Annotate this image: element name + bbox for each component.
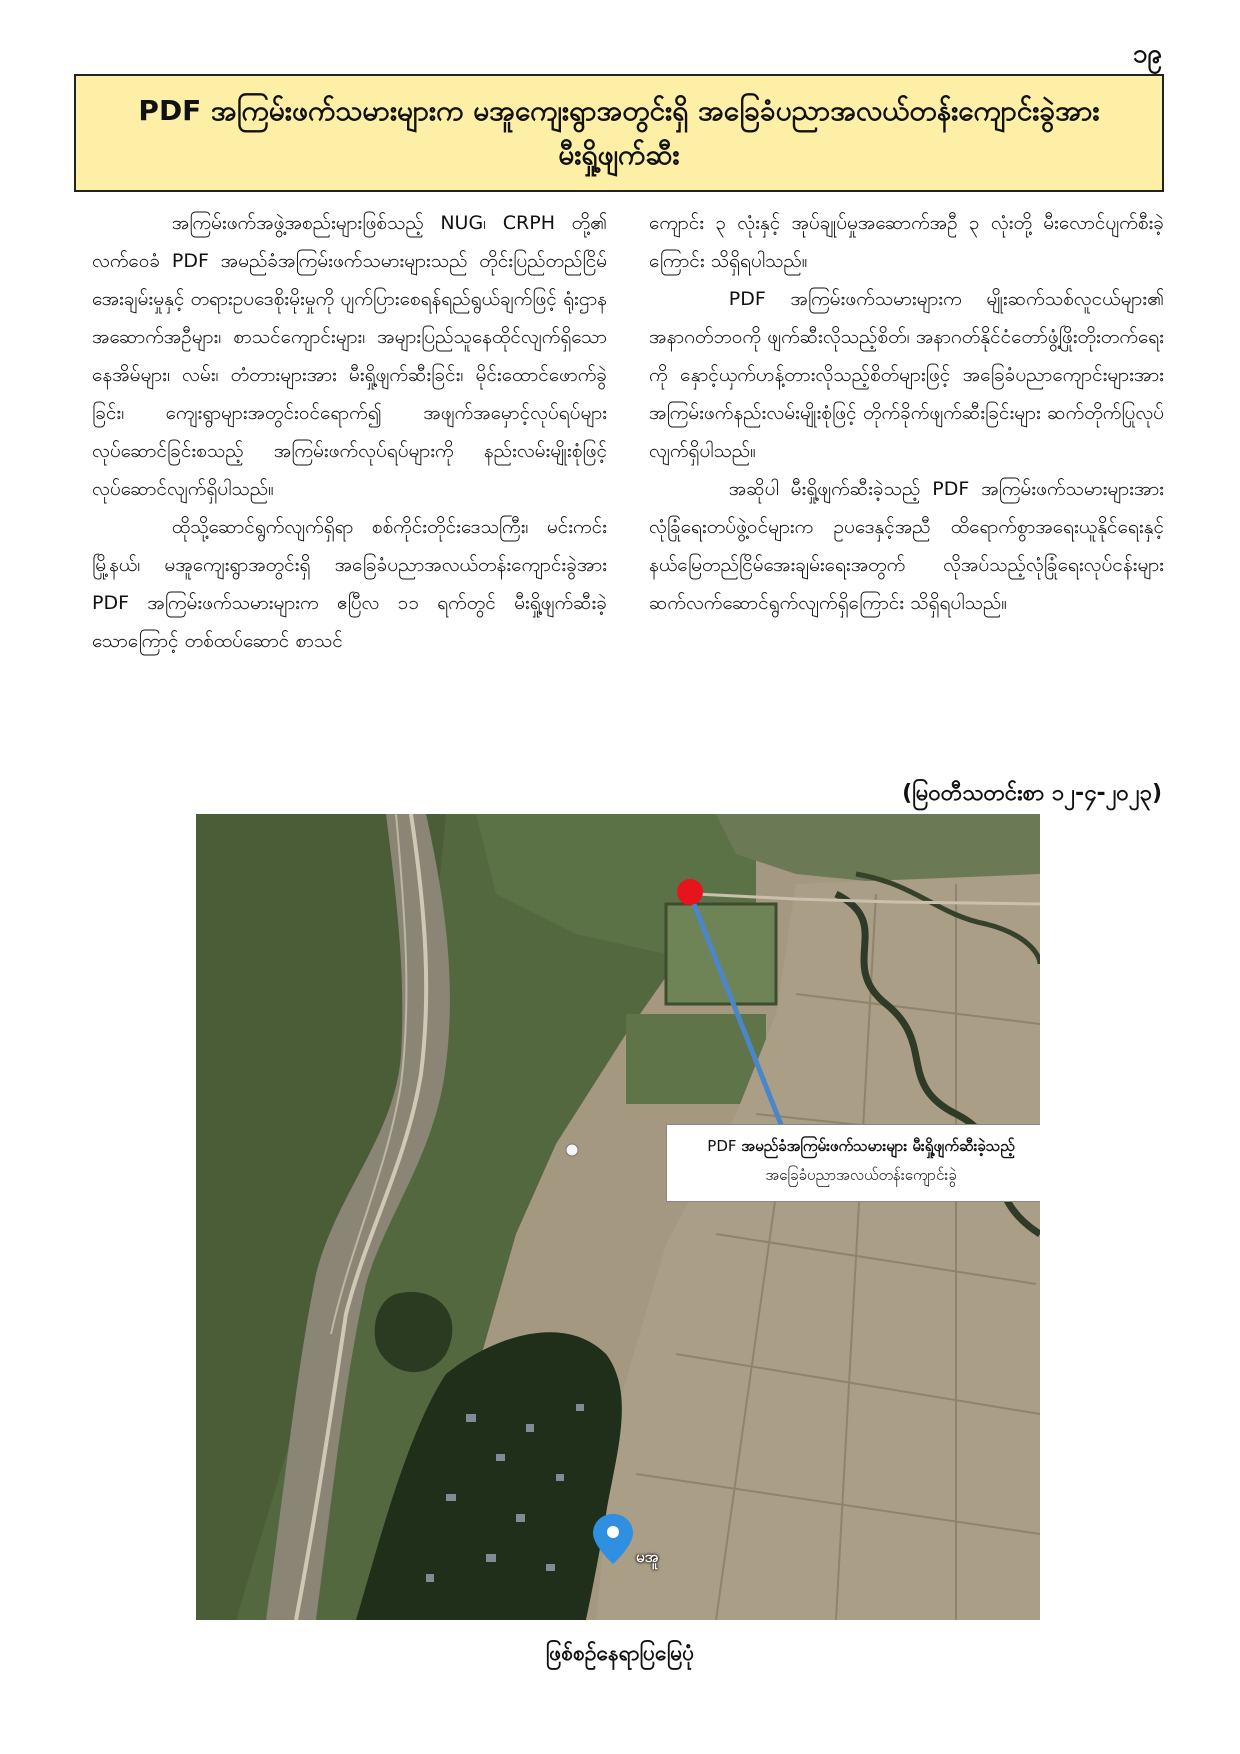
paragraph: အဆိုပါ မီးရှို့ဖျက်ဆီးခဲ့သည့် PDF အကြမ်းဖက်သမားများအား လုံခြုံရေးတပ်ဖွဲ့ဝင်များက ဥပဒေနှင့်အညီ ထိရောက်စွာအရေးယူနိုင်ရေးနှင့် နယ်မြေတည်ငြိမ်အေးချမ်းရေးအတွက် လိုအပ်သည့်လုံခြုံရေးလုပ်ငန်းများ ဆက်လက်ဆောင်ရွက်လျက်ရှိကြောင်း သိရှိရပါသည်။: [649, 478, 1164, 614]
map-point-marker: [566, 1144, 578, 1156]
paragraph: PDF အကြမ်းဖက်သမားများက မျိုးဆက်သစ်လူငယ်များ၏ အနာဂတ်ဘဝကို ဖျက်ဆီးလိုသည့်စိတ်၊ အနာဂတ်နိုင်ငံတော်ဖွံ့ဖြိုးတိုးတက်ရေးကို နှောင့်ယှက်ဟန့်တားလိုသည့်စိတ်များဖြင့် အခြေခံပညာကျောင်းများအား အကြမ်းဖက်နည်းလမ်းမျိုးစုံဖြင့် တိုက်ခိုက်ဖျက်ဆီးခြင်းများ ဆက်တိုက်ပြုလုပ်လျက်ရှိပါသည်။: [649, 288, 1164, 462]
right-column: [649, 204, 1164, 774]
left-column: [92, 204, 607, 774]
village-label: မအူ: [636, 1548, 659, 1566]
satellite-map-image: [196, 814, 1040, 1620]
article-title-box: [74, 74, 1164, 192]
article-title-line-2: မီးရှို့ဖျက်ဆီး: [558, 138, 680, 171]
callout-title-bold: အမည်ခံအကြမ်းဖက်သမားများ မီးရှို့ဖျက်ဆီးခဲ့သည့်: [741, 1137, 1015, 1155]
map-callout-label: [666, 1124, 1040, 1202]
school-location-marker: [677, 879, 703, 905]
article-body: [92, 204, 1164, 774]
callout-subtitle: အခြေခံပညာအလယ်တန်းကျောင်းခွဲ: [765, 1166, 957, 1184]
paragraph-continued: ကျောင်း ၃ လုံးနှင့် အုပ်ချုပ်မှုအဆောက်အဦ ၃ လုံးတို့ မီးလောင်ပျက်စီးခဲ့ကြောင်း သိရှိရပါသည်။: [649, 212, 1164, 272]
article-title-line-1: PDF အကြမ်းဖက်သမားများက မအူကျေးရွာအတွင်းရှိ အခြေခံပညာအလယ်တန်းကျောင်းခွဲအား: [138, 94, 1100, 127]
paragraph: ထိုသို့ဆောင်ရွက်လျက်ရှိရာ စစ်ကိုင်းတိုင်းဒေသကြီး၊ မင်းကင်းမြို့နယ်၊ မအူကျေးရွာအတွင်းရှိ အခြေခံပညာအလယ်တန်းကျောင်းခွဲအား PDF အကြမ်းဖက်သမားများက ဧပြီလ ၁၁ ရက်တွင် မီးရှို့ဖျက်ဆီးခဲ့သောကြောင့် တစ်ထပ်ဆောင် စာသင်: [92, 516, 607, 652]
news-source-credit: (မြဝတီသတင်းစာ ၁၂-၄-၂၀၂၃): [902, 781, 1162, 806]
callout-title: [667, 1131, 1040, 1161]
page-number: ၁၉: [1132, 39, 1162, 69]
callout-prefix: PDF: [707, 1137, 737, 1155]
map-caption: ဖြစ်စဉ်နေရာပြမြေပုံ: [545, 1641, 695, 1665]
satellite-map: [196, 814, 1040, 1620]
paragraph: အကြမ်းဖက်အဖွဲ့အစည်းများဖြစ်သည့် NUG၊ CRPH တို့၏ လက်ဝေခံ PDF အမည်ခံအကြမ်းဖက်သမားများသည် တိုင်းပြည်တည်ငြိမ်အေးချမ်းမှုနှင့် တရားဥပဒေစိုးမိုးမှုကို ပျက်ပြားစေရန်ရည်ရွယ်ချက်ဖြင့် ရုံးဌာနအဆောက်အဦများ၊ စာသင်ကျောင်းများ၊ အများပြည်သူနေထိုင်လျက်ရှိသော နေအိမ်များ၊ လမ်း၊ တံတားများအား မီးရှို့ဖျက်ဆီးခြင်း၊ မိုင်းထောင်ဖောက်ခွဲခြင်း၊ ကျေးရွာများအတွင်းဝင်ရောက်၍ အဖျက်အမှောင့်လုပ်ရပ်များလုပ်ဆောင်ခြင်းစသည့် အကြမ်းဖက်လုပ်ရပ်များကို နည်းလမ်းမျိုးစုံဖြင့် လုပ်ဆောင်လျက်ရှိပါသည်။: [92, 212, 607, 500]
